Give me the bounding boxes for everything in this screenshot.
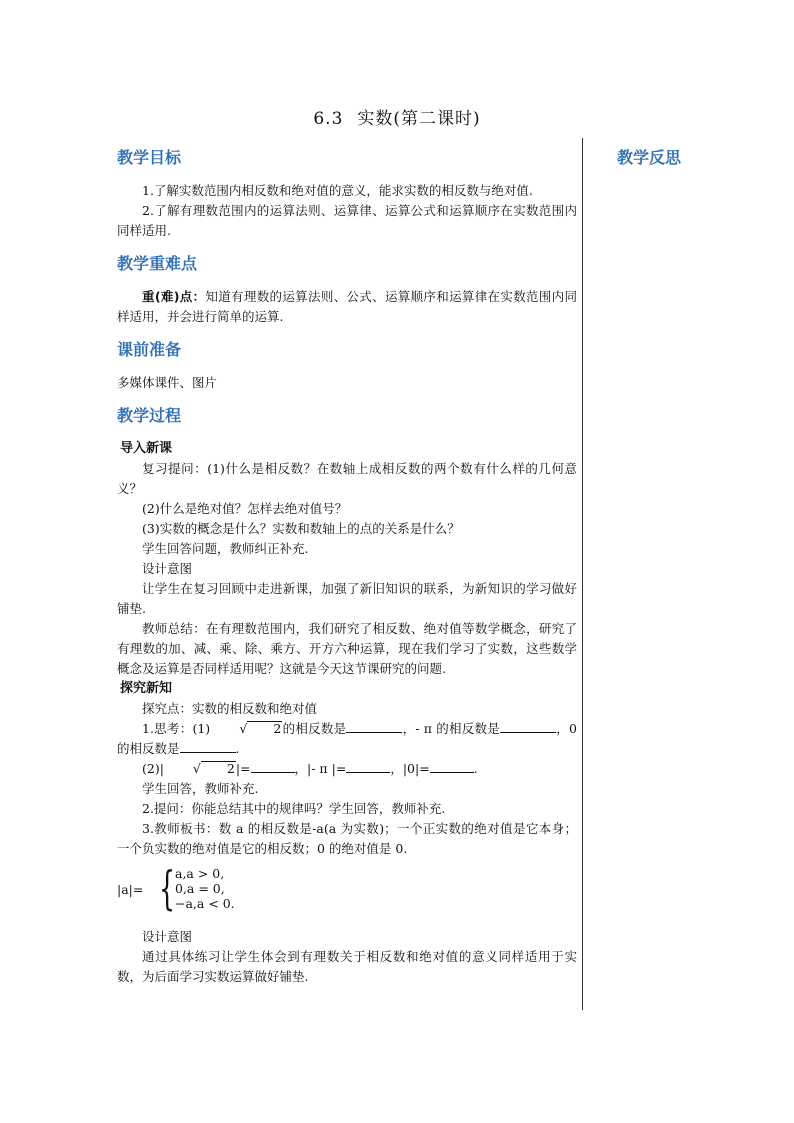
sidebar-heading: 教学反思 — [617, 148, 682, 167]
column-divider — [582, 138, 583, 1010]
intro-design-text: 让学生在复习回顾中走进新课，加强了新旧知识的联系，为新知识的学习做好铺垫. — [117, 581, 577, 616]
prep-heading: 课前准备 — [117, 340, 182, 359]
answer-blank[interactable] — [430, 760, 474, 773]
explore-answer: 学生回答，教师补充. — [142, 781, 259, 796]
abs-formula — [117, 861, 577, 915]
explore-point: 探究点：实数的相反数和绝对值 — [142, 701, 318, 716]
explore-design-text: 通过具体练习让学生体会到有理数关于相反数和绝对值的意义同样适用于实数，为后面学习实数运算做好铺垫. — [117, 949, 577, 984]
answer-blank[interactable] — [346, 720, 402, 733]
explore-board: 3.教师板书：数 a 的相反数是-a(a 为实数)；一个正实数的绝对值是它本身；一个负实数的绝对值是它的相反数；0 的绝对值是 0. — [117, 821, 577, 856]
goal-item: 2.了解有理数范围内的运算法则、运算律、运算公式和运算顺序在实数范围内同样适用. — [117, 203, 577, 238]
section-number: 6.3 — [313, 109, 344, 129]
key-text: 重(难)点：知道有理数的运算法则、公式、运算顺序和运算律在实数范围内同样适用，并会进行简单的运算. — [117, 289, 577, 324]
key-heading: 教学重难点 — [117, 254, 198, 273]
sqrt-symbol: √ 2 — [192, 761, 235, 776]
title-text: 实数(第二课时) — [357, 109, 481, 129]
sqrt-symbol: √ 2 — [239, 721, 282, 736]
explore-heading: 探究新知 — [120, 681, 173, 696]
brace-symbol: { — [159, 861, 176, 915]
answer-blank[interactable] — [251, 760, 295, 773]
page-title — [0, 104, 794, 129]
intro-q1: 复习提问：(1)什么是相反数？在数轴上成相反数的两个数有什么样的几何意义？ — [117, 461, 577, 496]
formula-cases — [175, 866, 235, 911]
explore-design-label: 设计意图 — [142, 929, 193, 944]
goals-heading: 教学目标 — [117, 148, 182, 167]
answer-blank[interactable] — [500, 720, 556, 733]
intro-design-label: 设计意图 — [142, 561, 193, 576]
sidebar — [617, 145, 681, 171]
goal-item: 1.了解实数范围内相反数和绝对值的意义，能求实数的相反数与绝对值. — [142, 183, 533, 198]
prep-text: 多媒体课件、图片 — [117, 375, 218, 390]
intro-heading: 导入新课 — [120, 441, 173, 456]
formula-case: −a,a < 0. — [175, 896, 235, 911]
formula-case: 0,a = 0, — [175, 881, 225, 896]
explore-think: 1.思考：(1) √ 2的相反数是 ，- π 的相反数是 ，0 的相反数是 . — [117, 721, 577, 756]
intro-answer: 学生回答问题，教师纠正补充. — [142, 541, 309, 556]
main-content — [117, 145, 577, 987]
formula-case: a,a > 0, — [175, 866, 225, 881]
intro-q3: (3)实数的概念是什么？实数和数轴上的点的关系是什么？ — [142, 521, 460, 536]
answer-blank[interactable] — [180, 740, 236, 753]
intro-q2: (2)什么是绝对值？怎样去绝对值号？ — [142, 501, 348, 516]
explore-question: 2.提问：你能总结其中的规律吗？学生回答，教师补充. — [142, 801, 446, 816]
explore-abs: (2)| √ 2|= ，|- π |= ，|0|= . — [117, 759, 577, 779]
key-label: 重(难)点： — [142, 289, 206, 304]
formula-lhs: |a|= — [117, 882, 144, 897]
process-heading: 教学过程 — [117, 406, 182, 425]
intro-summary: 教师总结：在有理数范围内，我们研究了相反数、绝对值等数学概念，研究了有理数的加、减、乘、除、乘方、开方六种运算，现在我们学习了实数，这些数学概念及运算是否同样适用呢？这就是今天这节课研究的问题. — [117, 621, 577, 676]
answer-blank[interactable] — [346, 760, 390, 773]
